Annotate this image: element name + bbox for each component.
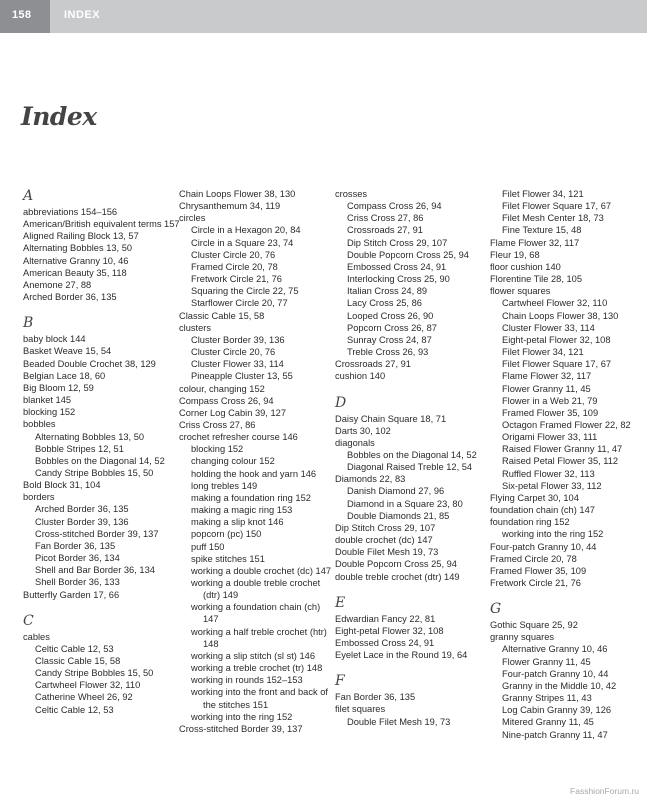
index-subentry: blocking 152 xyxy=(191,444,244,455)
index-subentry: Treble Cross 26, 93 xyxy=(347,347,429,358)
index-subentry: Candy Stripe Bobbles 15, 50 xyxy=(35,467,154,478)
index-subentry: Framed Flower 35, 109 xyxy=(502,407,599,418)
index-subentry: Dip Stitch Cross 29, 107 xyxy=(347,237,448,248)
index-subentry: Diamond in a Square 23, 80 xyxy=(347,498,463,509)
index-entry: filet squares xyxy=(335,704,386,715)
index-subentry: working a half treble crochet (htr) 148 xyxy=(191,626,327,649)
index-column-3 xyxy=(335,188,493,728)
index-subentry: Fine Texture 15, 48 xyxy=(502,225,582,236)
index-subentry: Granny Stripes 11, 43 xyxy=(502,693,592,704)
index-entry: baby block 144 xyxy=(23,334,86,345)
index-subentry: working into the ring 152 xyxy=(191,711,293,722)
index-entry: double treble crochet (dtr) 149 xyxy=(335,571,460,582)
index-subentry: Nine-patch Granny 11, 47 xyxy=(502,729,608,740)
section-letter: C xyxy=(23,612,34,629)
index-subentry: Shell Border 36, 133 xyxy=(35,577,120,588)
index-subentry: Log Cabin Granny 39, 126 xyxy=(502,705,612,716)
index-entry: Anemone 27, 88 xyxy=(23,279,92,290)
index-subentry: Bobble Stripes 12, 51 xyxy=(35,443,124,454)
index-entry: Dip Stitch Cross 29, 107 xyxy=(335,522,436,533)
index-subentry: Eight-petal Flower 32, 108 xyxy=(502,334,611,345)
index-entry: foundation ring 152 xyxy=(490,517,570,528)
index-subentry: Catherine Wheel 26, 92 xyxy=(35,692,133,703)
index-subentry: spike stitches 151 xyxy=(191,553,265,564)
index-subentry: Criss Cross 27, 86 xyxy=(347,213,424,224)
index-subentry: Framed Circle 20, 78 xyxy=(191,261,278,272)
index-entry: Bold Block 31, 104 xyxy=(23,480,101,491)
index-subentry: working in rounds 152–153 xyxy=(191,675,303,686)
index-entry: clusters xyxy=(179,322,212,333)
index-entry: circles xyxy=(179,213,206,224)
index-subentry: Granny in the Middle 10, 42 xyxy=(502,680,617,691)
index-subentry: Popcorn Cross 26, 87 xyxy=(347,322,437,333)
index-subentry: Filet Flower Square 17, 67 xyxy=(502,359,612,370)
index-subentry: Filet Flower 34, 121 xyxy=(502,347,584,358)
index-entry: Beaded Double Crochet 38, 129 xyxy=(23,358,156,369)
index-subentry: Cartwheel Flower 32, 110 xyxy=(35,680,141,691)
index-subentry: Cluster Flower 33, 114 xyxy=(502,322,595,333)
index-entry: diagonals xyxy=(335,437,375,448)
index-entry: Criss Cross 27, 86 xyxy=(179,419,256,430)
section-letter: E xyxy=(335,594,346,611)
index-entry: Double Filet Mesh 19, 73 xyxy=(335,547,439,558)
index-subentry: working a double crochet (dc) 147 xyxy=(191,565,332,576)
index-subentry: Filet Flower 34, 121 xyxy=(502,189,584,199)
index-subentry: making a slip knot 146 xyxy=(191,517,284,528)
index-subentry: Octagon Framed Flower 22, 82 xyxy=(502,419,631,430)
index-subentry: Cluster Circle 20, 76 xyxy=(191,347,276,358)
index-subentry: Circle in a Hexagon 20, 84 xyxy=(191,225,301,236)
index-entry: Eight-petal Flower 32, 108 xyxy=(335,625,444,636)
index-subentry: Alternating Bobbles 13, 50 xyxy=(35,431,145,442)
index-subentry: Filet Mesh Center 18, 73 xyxy=(502,213,604,224)
index-entry: Flame Flower 32, 117 xyxy=(490,237,580,248)
index-subentry: working into the front and back of the stitches 151 xyxy=(191,687,328,710)
index-entry: granny squares xyxy=(490,632,555,643)
index-subentry: Double Filet Mesh 19, 73 xyxy=(347,716,451,727)
index-subentry: Bobbles on the Diagonal 14, 52 xyxy=(35,455,165,466)
index-entry: floor cushion 140 xyxy=(490,261,561,272)
index-entry: Gothic Square 25, 92 xyxy=(490,620,578,631)
index-subentry: Flower in a Web 21, 79 xyxy=(502,395,598,406)
index-subentry: Double Diamonds 21, 85 xyxy=(347,510,450,521)
index-subentry: Flame Flower 32, 117 xyxy=(502,371,592,382)
index-entry: Edwardian Fancy 22, 81 xyxy=(335,613,436,624)
index-subentry: working a foundation chain (ch) 147 xyxy=(191,602,321,625)
index-subentry: Alternative Granny 10, 46 xyxy=(502,644,608,655)
index-subentry: Raised Flower Granny 11, 47 xyxy=(502,444,623,455)
index-entry: blanket 145 xyxy=(23,395,72,406)
index-subentry: Bobbles on the Diagonal 14, 52 xyxy=(347,449,477,460)
section-letter: G xyxy=(490,601,502,618)
index-subentry: making a foundation ring 152 xyxy=(191,492,311,503)
index-subentry: long trebles 149 xyxy=(191,480,258,491)
section-letter: D xyxy=(335,394,347,411)
index-entry: Embossed Cross 24, 91 xyxy=(335,638,435,648)
section-letter: B xyxy=(23,315,34,332)
index-subentry: Flower Granny 11, 45 xyxy=(502,383,591,394)
index-entry: crosses xyxy=(335,189,368,199)
index-subentry: Fretwork Circle 21, 76 xyxy=(191,274,282,285)
index-subentry: Celtic Cable 12, 53 xyxy=(35,643,114,654)
index-entry: blocking 152 xyxy=(23,407,76,418)
running-header-bar xyxy=(0,0,647,33)
index-subentry: working a double treble crochet (dtr) 149 xyxy=(191,578,321,601)
index-subentry: Fan Border 36, 135 xyxy=(35,540,116,551)
index-entry: abbreviations 154–156 xyxy=(23,207,118,217)
index-column-4 xyxy=(490,188,647,741)
index-column-1 xyxy=(23,188,181,716)
index-entry: Alternative Granny 10, 46 xyxy=(23,255,129,266)
index-subentry: Starflower Circle 20, 77 xyxy=(191,298,288,309)
index-entry: Daisy Chain Square 18, 71 xyxy=(335,413,447,424)
index-entry: Corner Log Cabin 39, 127 xyxy=(179,407,286,418)
index-entry: Framed Flower 35, 109 xyxy=(490,565,587,576)
page-number-box xyxy=(0,0,50,33)
index-entry: Fan Border 36, 135 xyxy=(335,692,416,703)
index-subentry: Cluster Border 39, 136 xyxy=(191,334,285,345)
index-entry: American/British equivalent terms 157 xyxy=(23,219,180,230)
section-letter: F xyxy=(335,673,345,690)
index-subentry: Raised Petal Flower 35, 112 xyxy=(502,456,619,467)
index-subentry: Circle in a Square 23, 74 xyxy=(191,237,294,248)
index-subentry: Squaring the Circle 22, 75 xyxy=(191,286,299,297)
index-entry: Four-patch Granny 10, 44 xyxy=(490,541,597,552)
section-letter: A xyxy=(23,188,34,204)
index-entry: Aligned Railing Block 13, 57 xyxy=(23,231,139,242)
index-subentry: Danish Diamond 27, 96 xyxy=(347,486,445,497)
index-subentry: puff 150 xyxy=(191,541,225,552)
index-subentry: working a slip stitch (sl st) 146 xyxy=(191,650,316,661)
index-subentry: Celtic Cable 12, 53 xyxy=(35,704,114,715)
index-entry: Fleur 19, 68 xyxy=(490,249,540,260)
index-entry: bobbles xyxy=(23,419,56,430)
index-entry: Classic Cable 15, 58 xyxy=(179,310,265,321)
index-entry: Chrysanthemum 34, 119 xyxy=(179,201,281,212)
index-subentry: Cluster Flower 33, 114 xyxy=(191,359,284,370)
index-entry: Crossroads 27, 91 xyxy=(335,359,411,370)
watermark: FasshionForum.ru xyxy=(570,786,639,796)
index-entry: Alternating Bobbles 13, 50 xyxy=(23,243,133,254)
index-subentry: Compass Cross 26, 94 xyxy=(347,201,442,212)
index-subentry: Mitered Granny 11, 45 xyxy=(502,717,594,728)
index-subentry: Cluster Border 39, 136 xyxy=(35,516,129,527)
index-subentry: Sunray Cross 24, 87 xyxy=(347,334,432,345)
index-subentry: Arched Border 36, 135 xyxy=(35,504,129,515)
index-entry: Arched Border 36, 135 xyxy=(23,292,117,303)
index-entry: Butterfly Garden 17, 66 xyxy=(23,589,120,600)
index-subentry: Double Popcorn Cross 25, 94 xyxy=(347,249,469,260)
index-subentry: Origami Flower 33, 111 xyxy=(502,432,598,443)
index-subentry: Picot Border 36, 134 xyxy=(35,553,120,564)
index-entry: double crochet (dc) 147 xyxy=(335,535,433,546)
index-subentry: popcorn (pc) 150 xyxy=(191,529,262,540)
index-subentry: Cartwheel Flower 32, 110 xyxy=(502,298,608,309)
page-title: Index xyxy=(21,102,97,131)
index-entry: American Beauty 35, 118 xyxy=(23,267,127,278)
index-subentry: Diagonal Raised Treble 12, 54 xyxy=(347,462,473,473)
index-subentry: Pineapple Cluster 13, 55 xyxy=(191,371,293,382)
index-subentry: Six-petal Flower 33, 112 xyxy=(502,480,602,491)
index-entry: colour, changing 152 xyxy=(179,383,265,394)
index-entry: cables xyxy=(23,631,50,642)
page-number: 158 xyxy=(12,9,32,21)
index-entry: Cross-stitched Border 39, 137 xyxy=(179,723,303,734)
index-entry: Framed Circle 20, 78 xyxy=(490,553,577,564)
index-entry: Compass Cross 26, 94 xyxy=(179,395,274,406)
index-subentry: Embossed Cross 24, 91 xyxy=(347,261,447,272)
index-subentry: Cluster Circle 20, 76 xyxy=(191,249,276,260)
index-subentry: Crossroads 27, 91 xyxy=(347,225,423,236)
index-subentry: Classic Cable 15, 58 xyxy=(35,656,121,666)
index-subentry: Shell and Bar Border 36, 134 xyxy=(35,565,155,576)
index-subentry: Looped Cross 26, 90 xyxy=(347,310,434,321)
index-entry: Diamonds 22, 83 xyxy=(335,474,406,485)
index-entry: Chain Loops Flower 38, 130 xyxy=(179,189,296,199)
index-entry: Belgian Lace 18, 60 xyxy=(23,370,106,381)
running-head: INDEX xyxy=(64,9,101,21)
index-entry: Fretwork Circle 21, 76 xyxy=(490,578,581,588)
index-subentry: Filet Flower Square 17, 67 xyxy=(502,201,612,212)
index-entry: Florentine Tile 28, 105 xyxy=(490,274,582,285)
index-entry: cushion 140 xyxy=(335,371,386,382)
index-subentry: Flower Granny 11, 45 xyxy=(502,656,591,667)
index-subentry: working into the ring 152 xyxy=(502,529,604,540)
index-entry: Darts 30, 102 xyxy=(335,425,391,436)
index-entry: crochet refresher course 146 xyxy=(179,432,298,443)
index-subentry: holding the hook and yarn 146 xyxy=(191,468,317,479)
index-subentry: making a magic ring 153 xyxy=(191,505,293,516)
index-subentry: Cross-stitched Border 39, 137 xyxy=(35,528,159,539)
index-subentry: Interlocking Cross 25, 90 xyxy=(347,274,450,285)
index-subentry: Italian Cross 24, 89 xyxy=(347,286,428,297)
index-subentry: Four-patch Granny 10, 44 xyxy=(502,668,609,679)
index-subentry: working a treble crochet (tr) 148 xyxy=(191,663,323,674)
index-column-2 xyxy=(179,188,337,735)
index-entry: flower squares xyxy=(490,286,551,297)
index-subentry: Chain Loops Flower 38, 130 xyxy=(502,310,619,321)
index-subentry: Ruffled Flower 32, 113 xyxy=(502,468,595,479)
index-subentry: Lacy Cross 25, 86 xyxy=(347,298,422,309)
index-subentry: Candy Stripe Bobbles 15, 50 xyxy=(35,668,154,679)
index-entry: borders xyxy=(23,492,55,503)
index-entry: Eyelet Lace in the Round 19, 64 xyxy=(335,650,468,661)
index-subentry: changing colour 152 xyxy=(191,456,275,467)
index-entry: Flying Carpet 30, 104 xyxy=(490,492,579,503)
index-entry: Double Popcorn Cross 25, 94 xyxy=(335,559,457,570)
index-entry: Big Bloom 12, 59 xyxy=(23,382,94,393)
index-entry: Basket Weave 15, 54 xyxy=(23,346,112,357)
index-entry: foundation chain (ch) 147 xyxy=(490,505,595,516)
